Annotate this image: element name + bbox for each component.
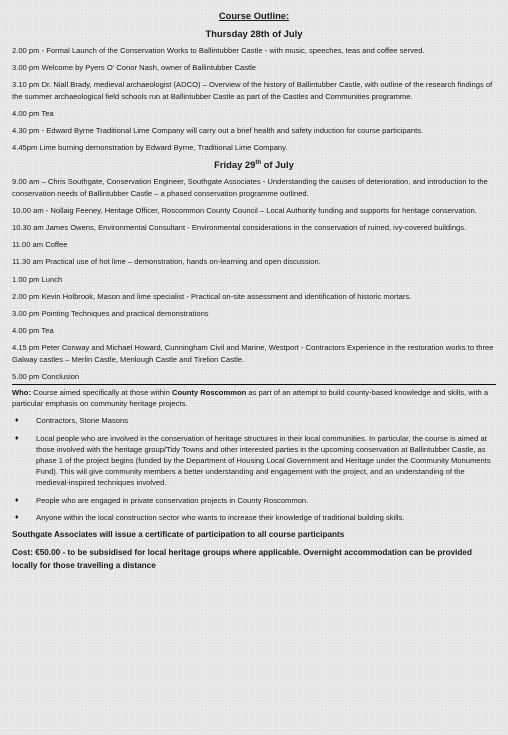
schedule-item [12, 325, 496, 336]
item-time: 3.00 pm [12, 63, 40, 73]
item-text: Peter Conway and Michael Howard, Cunningham Civil and Marine, Westport - Contractors Experience in the restoration works to three Galway castles – Merlin Castle, Menlough Castle and Tirelion Castle. [12, 343, 494, 364]
item-time: 5.00 pm [12, 371, 40, 381]
list-item-text: Contractors, Stone Masons [36, 416, 129, 426]
schedule-item [12, 108, 496, 119]
list-item-text: Local people who are involved in the conservation of heritage structures in their local communities. In particular, the course is aimed at those involved with the heritage group/Tidy Towns and other interested parties in the upcoming conservation at Ballintubber Castle, as phase 1 of the project begins (funded by the Department of Housing Local Government and Heritage under the Community Monuments Fund). This will give community members a better understanding and engagement with the project, and an understanding of the medieval-inspired techniques involved. [36, 433, 491, 488]
item-text: James Owens, Environmental Consultant - Environmental considerations in the conservation of ruined, ivy-covered buildings. [43, 223, 467, 233]
who-text-a: Course aimed specifically at those within [30, 388, 172, 398]
friday-heading [12, 159, 496, 170]
certificate-notice: Southgate Associates will issue a certificate of participation to all course participants [12, 530, 345, 540]
diamond-bullet-icon: ♦ [15, 434, 19, 442]
item-text: – Chris Southgate, Conservation Engineer, Southgate Associates - Understanding the causes of deterioration, and introduction to the conservation needs of Ballintubber Castle – a phased conservation programme outlined. [12, 177, 488, 198]
schedule-item [12, 45, 496, 56]
list-item-text: Anyone within the local construction sector who wants to increase their knowledge of traditional building skills. [36, 512, 405, 522]
item-text: Pointing Techniques and practical demonstrations [39, 309, 209, 319]
diamond-bullet-icon: ♦ [15, 496, 19, 504]
item-time: 2.00 pm [12, 46, 40, 55]
who-county: County Roscommon [171, 388, 247, 398]
who-text-b: as part of an attempt to build county-based knowledge and skills, with a particular emphasis on community heritage projects. [12, 388, 489, 409]
item-text: Coffee [43, 240, 68, 250]
item-time: 4.45pm [12, 143, 38, 153]
friday-heading-prefix: Friday 29 [214, 159, 256, 171]
list-item [12, 433, 496, 489]
item-text: Kevin Holbrook, Mason and lime specialist - Practical on-site assessment and identification of historic mortars. [39, 291, 412, 301]
item-time: 11.00 am [12, 240, 44, 250]
schedule-item [12, 222, 496, 233]
item-time: 9.00 am [12, 177, 40, 187]
schedule-item [12, 79, 496, 101]
item-text: Dr. Niall Brady, medieval archaeologist (ADCO) – Overview of the history of Ballintubber Castle, with outline of the research findings of the summer archaeological field schools run at Ballintubber Castle as part of the Castles and Communities programme. [12, 80, 493, 101]
item-text: Lunch [39, 274, 63, 284]
item-text: Tea [39, 108, 54, 118]
item-time: 10.30 am [12, 223, 44, 233]
item-time: 3.00 pm [12, 309, 40, 319]
item-text: - Nollaig Feeney, Heritage Officer, Roscommon County Council – Local Authority funding and supports for heritage conservation. [43, 205, 477, 215]
item-text: - Formal Launch of the Conservation Works to Ballintubber Castle - with music, speeches, teas and coffee served. [39, 46, 425, 55]
friday-heading-suffix: of July [261, 159, 294, 171]
thursday-heading: Thursday 28th of July [205, 28, 303, 39]
schedule-item [12, 274, 496, 285]
item-time: 4.15 pm [12, 343, 40, 353]
list-item [12, 512, 496, 523]
schedule-item [12, 142, 496, 153]
list-item-text: People who are engaged in private conservation projects in County Roscommon. [36, 495, 309, 505]
list-item [12, 495, 496, 506]
item-time: 11.30 am [12, 257, 44, 267]
item-time: 2.00 pm [12, 291, 40, 301]
item-text: Welcome by Pyers O' Conor Nash, owner of Ballintubber Castle [39, 63, 257, 73]
schedule-item [12, 176, 496, 198]
schedule-item [12, 342, 496, 364]
item-time: 4.00 pm [12, 108, 40, 118]
item-time: 4.30 pm [12, 126, 40, 136]
page-title: Course Outline: [218, 10, 290, 21]
item-text: Lime burning demonstration by Edward Byrne, Traditional Lime Company. [37, 143, 288, 153]
audience-list [12, 415, 496, 523]
item-text: Conclusion [39, 371, 80, 381]
diamond-bullet-icon: ♦ [15, 513, 19, 521]
schedule-item [12, 256, 496, 267]
schedule-item [12, 239, 496, 250]
schedule-item [12, 291, 496, 302]
friday-heading-sup: th [255, 160, 261, 167]
item-time: 4.00 pm [12, 326, 40, 336]
diamond-bullet-icon: ♦ [15, 417, 19, 425]
item-text: Practical use of hot lime – demonstration, hands on-learning and open discussion. [43, 257, 321, 267]
section-divider [12, 384, 496, 385]
who-label: Who: [12, 388, 31, 398]
item-time: 3.10 pm [12, 80, 40, 90]
item-text: Tea [39, 326, 54, 336]
audience-intro [12, 387, 496, 409]
schedule-item [12, 205, 496, 216]
list-item [12, 415, 496, 426]
schedule-item [12, 371, 496, 382]
cost-notice: Cost: €50.00 - to be subsidised for local heritage groups where applicable. Overnight accommodation can be provided locally for those travelling a distance [12, 548, 472, 570]
item-time: 1.00 pm [12, 274, 40, 284]
item-text: - Edward Byrne Traditional Lime Company will carry out a brief health and safety induction for course participants. [39, 126, 424, 136]
item-time: 10.00 am [12, 205, 44, 215]
schedule-item [12, 125, 496, 136]
schedule-item [12, 62, 496, 73]
schedule-item [12, 308, 496, 319]
